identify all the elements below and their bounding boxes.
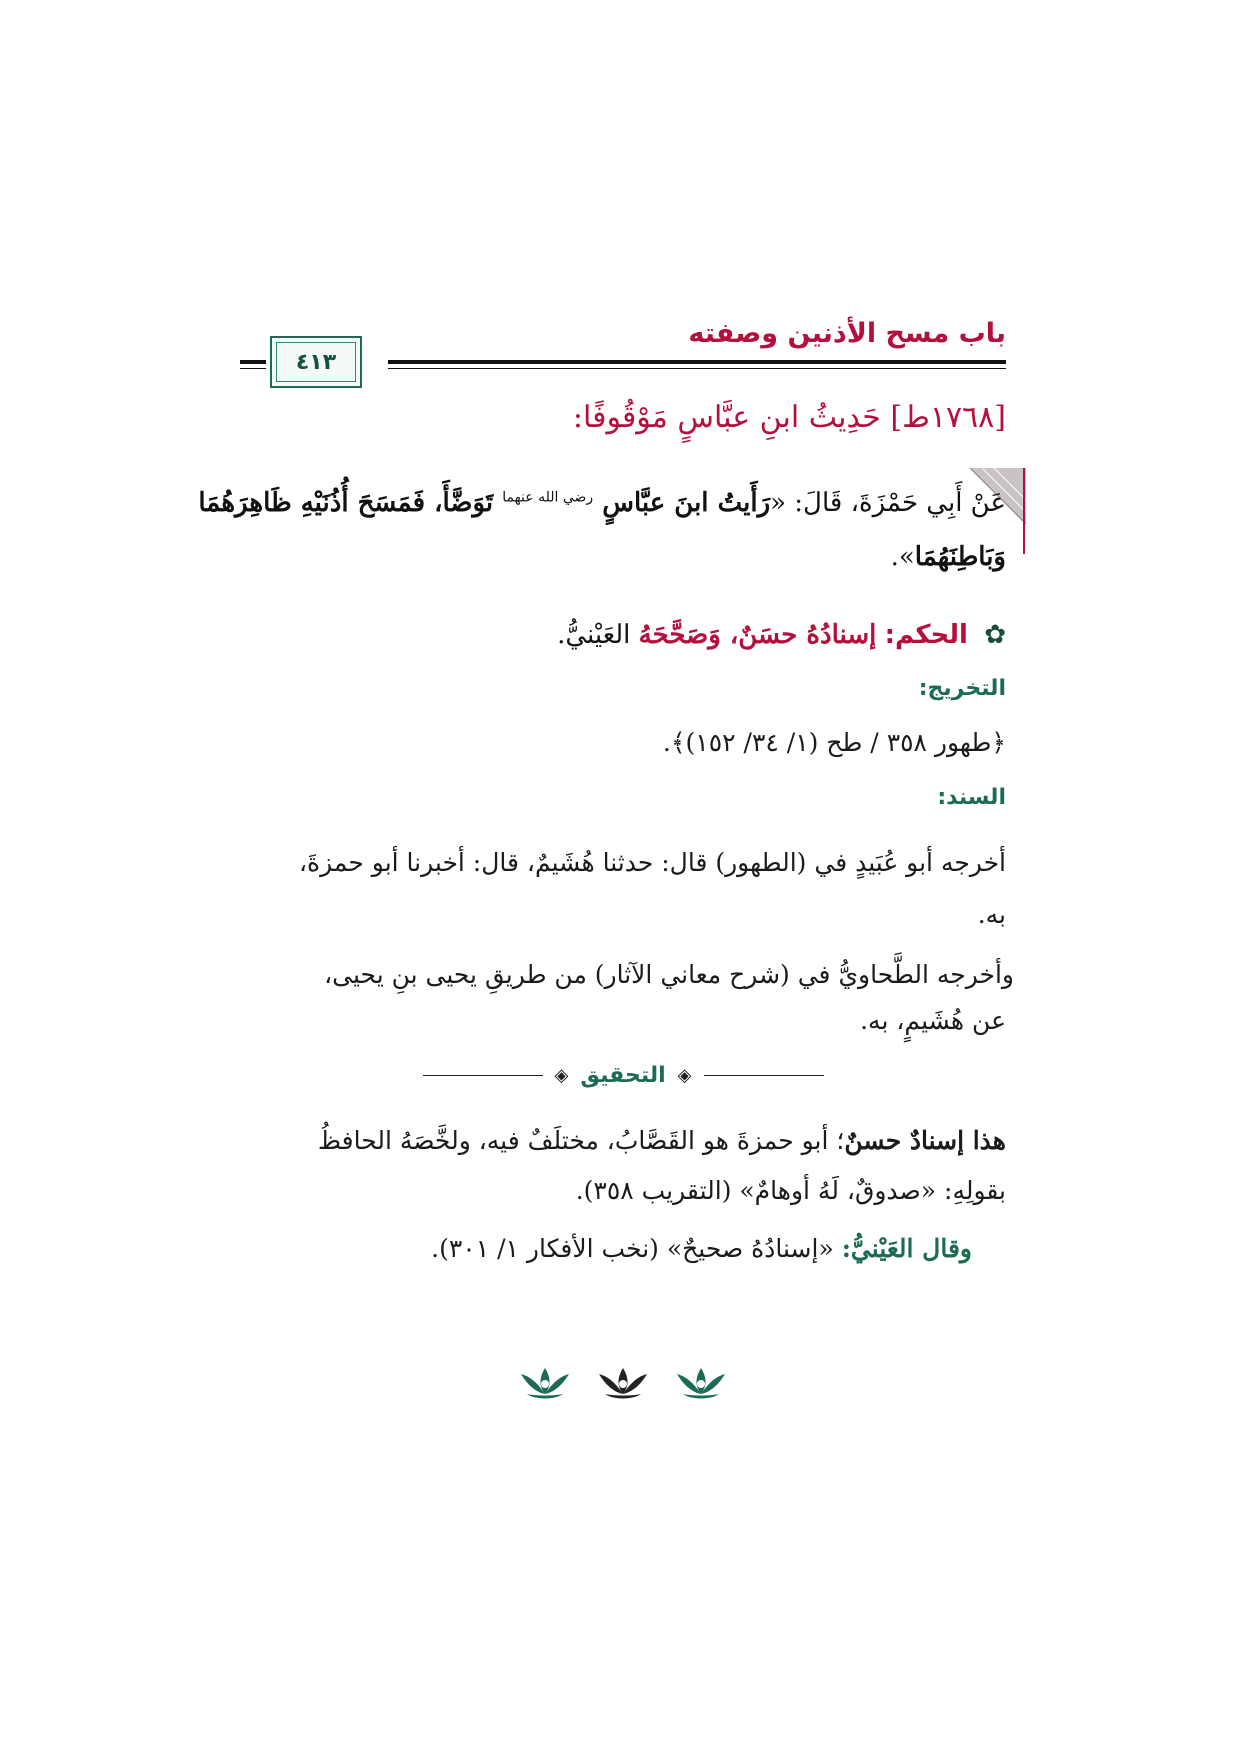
tahqiq-line-3 <box>206 1234 972 1263</box>
page-number-box <box>270 336 362 388</box>
header-rule-right <box>388 360 1006 364</box>
tahqiq-line-2: بقولِهِ: «صدوقٌ، لَهُ أوهامٌ» (التقريب ٣٥٨). <box>575 1176 1006 1205</box>
lotus-ornament-icon <box>517 1364 573 1404</box>
hukm-value: إسنادُهُ حسَنٌ، وَصَحَّحَهُ <box>638 620 877 650</box>
tahqiq-label: التحقيق <box>580 1062 666 1088</box>
hadith-heading <box>240 400 1006 435</box>
lotus-ornament-icon <box>673 1364 729 1404</box>
tahqiq-line-1 <box>240 1126 1006 1155</box>
matn-text-1-end: تَوَضَّأَ، فَمَسَحَ أُذُنَيْهِ ظَاهِرَهُمَا <box>198 488 494 518</box>
matn-text-2: وَبَاطِنَهُمَا <box>914 542 1006 572</box>
divider-ornament-icon: ◈ <box>554 1064 569 1086</box>
honorific-glyph: رضي الله عنهما <box>502 489 594 506</box>
matn-line-1 <box>198 488 1006 518</box>
sanad-para1-line1: أخرجه أبو عُبَيدٍ في (الطهور) قال: حدثنا هُشَيمٌ، قال: أخبرنا أبو حمزةَ، <box>298 848 1006 877</box>
flower-bullet-icon: ✿ <box>984 620 1006 650</box>
tahqiq-verdict: هذا إسنادٌ حسنٌ <box>844 1126 1006 1155</box>
tahqiq-divider <box>240 1060 1006 1090</box>
page <box>198 0 1014 1754</box>
hadith-title: حَدِيثُ ابنِ عبَّاسٍ مَوْقُوفًا: <box>572 400 881 435</box>
hukm-rest: العَيْنيُّ. <box>557 620 631 650</box>
matn-line-2 <box>240 542 1006 572</box>
chapter-title: باب مسح الأذنين وصفته <box>688 318 1006 349</box>
header-rule-right-thin <box>388 368 1006 369</box>
matn-lead: عَنْ أَبِي حَمْزَةَ، قَالَ: « <box>770 488 1006 518</box>
matn-close: ». <box>890 542 915 572</box>
ayni-label: وقال العَيْنيُّ: <box>841 1234 972 1263</box>
page-number: ٤١٣ <box>295 349 337 375</box>
divider-line-right <box>423 1075 543 1076</box>
takhrij-label: التخريج: <box>918 676 1006 701</box>
lotus-ornament-icon <box>595 1364 651 1404</box>
hukm-label: الحكم: <box>884 620 968 650</box>
sanad-para1-line2: به. <box>977 900 1006 929</box>
divider-line-left <box>704 1075 824 1076</box>
takhrij-text: ﴿طهور ٣٥٨ / طح (١/ ٣٤/ ١٥٢)﴾. <box>662 728 1006 757</box>
hukm-line <box>240 620 1006 650</box>
hadith-number: [١٧٦٨ط] <box>890 400 1006 435</box>
end-ornaments <box>240 1364 1006 1408</box>
sanad-para2-line2: عن هُشَيمٍ، به. <box>860 1006 1006 1035</box>
matn-text-1: رَأَيتُ ابنَ عبَّاسٍ <box>602 488 771 518</box>
sanad-label: السند: <box>937 785 1006 810</box>
divider-ornament-icon: ◈ <box>677 1064 692 1086</box>
tahqiq-line1-rest: ؛ أبو حمزةَ هو القَصَّابُ، مختلَفٌ فيه، ولخَّصَهُ الحافظُ <box>317 1126 845 1155</box>
ayni-quote: «إسنادُهُ صحيحٌ» (نخب الأفكار ١/ ٣٠١). <box>431 1234 842 1263</box>
header-rule-left-thin <box>240 368 266 369</box>
sanad-para2-line1: وأخرجه الطَّحاويُّ في (شرح معاني الآثار) من طريقِ يحيى بنِ يحيى، <box>324 960 1014 989</box>
header-rule-left <box>240 360 266 364</box>
